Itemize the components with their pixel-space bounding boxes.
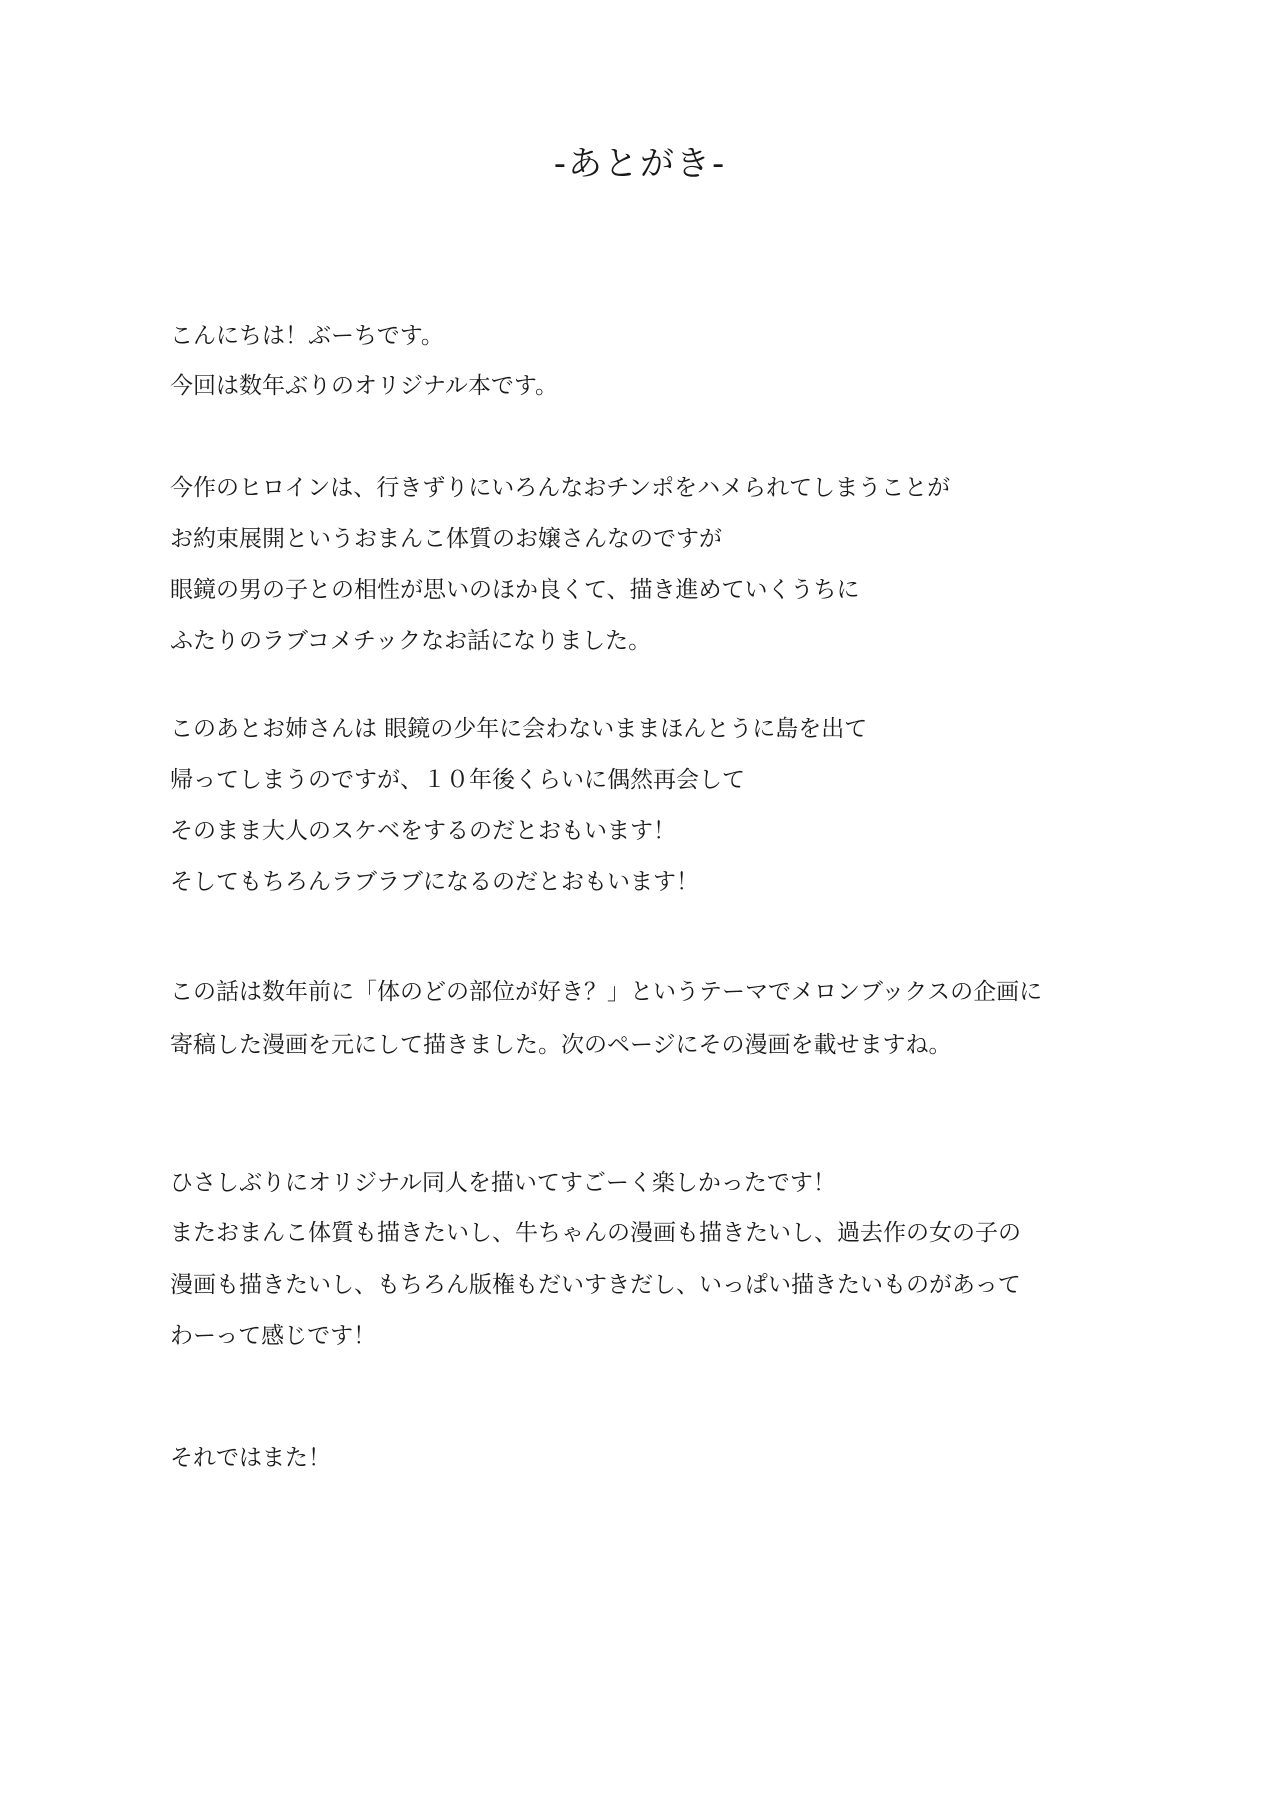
text-line: 眼鏡の男の子との相性が思いのほか良くて、描き進めていくうちに <box>170 577 860 603</box>
text-line: 今作のヒロインは、行きずりにいろんなおチンポをハメられてしまうことが <box>170 475 951 501</box>
text-line: お約束展開というおまんこ体質のお嬢さんなのですが <box>170 526 722 552</box>
text-line: 寄稿した漫画を元にして描きました。次のページにその漫画を載せますね。 <box>170 1032 952 1058</box>
text-line: 漫画も描きたいし、もちろん版権もだいすきだし、いっぱい描きたいものがあって <box>170 1272 1021 1298</box>
text-line: ひさしぶりにオリジナル同人を描いてすごーく楽しかったです！ <box>170 1170 836 1196</box>
text-line: そしてもちろんラブラブになるのだとおもいます！ <box>170 869 699 895</box>
text-line: この話は数年前に「体のどの部位が好き？」というテーマでメロンブックスの企画に <box>170 979 1043 1005</box>
text-line: そのまま大人のスケベをするのだとおもいます！ <box>170 818 676 844</box>
text-line: それではまた！ <box>170 1445 331 1471</box>
page-title: -あとがき- <box>553 144 727 184</box>
text-line: わーって感じです！ <box>170 1323 377 1349</box>
text-line: 帰ってしまうのですが、１０年後くらいに偶然再会して <box>170 767 745 793</box>
text-line: ふたりのラブコメチックなお話になりました。 <box>170 628 652 654</box>
text-line: こんにちは！ぶーちです。 <box>170 323 444 349</box>
text-line: このあとお姉さんは 眼鏡の少年に会わないままほんとうに島を出て <box>170 716 868 742</box>
text-line: 今回は数年ぶりのオリジナル本です。 <box>170 373 559 399</box>
text-line: またおまんこ体質も描きたいし、牛ちゃんの漫画も描きたいし、過去作の女の子の <box>170 1220 1021 1246</box>
